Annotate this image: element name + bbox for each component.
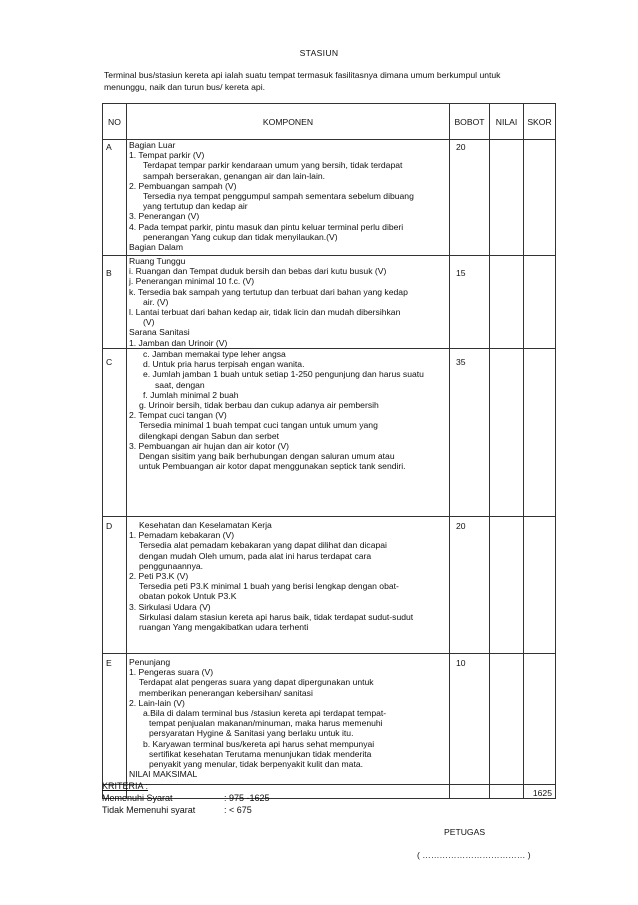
komponen-line: sertifikat kesehatan Terutama menunjukan tidak menderita	[149, 748, 372, 759]
tidak-memenuhi-value: : < 675	[224, 805, 252, 815]
komponen-line: sampah berserakan, genangan air dan lain-lain.	[143, 170, 326, 181]
row-no: D	[103, 517, 127, 654]
row-nilai	[490, 256, 524, 349]
row-skor	[524, 654, 556, 785]
table-row	[103, 256, 556, 349]
row-skor	[524, 517, 556, 654]
total-blank-nilai	[490, 785, 524, 799]
komponen-line: Kesehatan dan Keselamatan Kerja	[139, 520, 272, 530]
komponen-line: Ruang Tunggu	[129, 256, 186, 266]
tidak-memenuhi-label: Tidak Memenuhi syarat	[102, 805, 196, 815]
komponen-line: a.Bila di dalam terminal bus /stasiun kereta api terdapat tempat-	[143, 708, 387, 719]
memenuhi-value: : 975 -1625	[224, 793, 270, 803]
kriteria-row-tidak	[102, 804, 270, 816]
row-no: E	[103, 654, 127, 785]
komponen-line: b. Karyawan terminal bus/kereta api harus sehat mempunyai	[143, 738, 375, 749]
total-skor: 1625	[524, 785, 556, 799]
komponen-line: Bagian Dalam	[129, 242, 183, 253]
komponen-line: Tersedia peti P3.K minimal 1 buah yang berisi lengkap dengan obat-	[139, 581, 399, 592]
komponen-line: persyaratan Hygine & Sanitasi yang berlaku untuk itu.	[149, 728, 354, 739]
table-header-row	[103, 104, 556, 140]
row-komponen	[127, 654, 450, 785]
komponen-line: Terdapat tempar parkir kendaraan umum yang bersih, tidak terdapat	[143, 160, 403, 171]
komponen-line: tempat penjualan makanan/minuman, maka harus memenuhi	[149, 718, 383, 729]
row-no: C	[103, 349, 127, 517]
komponen-line: dengan mudah Oleh umum, pada alat ini harus terdapat cara	[139, 550, 372, 561]
header-nilai: NILAI	[490, 104, 524, 140]
komponen-line: dilengkapi dengan Sabun dan serbet	[139, 430, 280, 441]
komponen-line: (V)	[143, 317, 155, 328]
komponen-line: 3. Penerangan (V)	[129, 211, 200, 222]
komponen-line: 2. Pembuangan sampah (V)	[129, 180, 237, 191]
assessment-table	[102, 103, 556, 799]
komponen-line: 3. Sirkulasi Udara (V)	[129, 601, 211, 612]
header-skor: SKOR	[524, 104, 556, 140]
row-komponen	[127, 140, 450, 256]
komponen-line: obatan pokok Untuk P3.K	[139, 591, 237, 602]
total-blank-bobot	[450, 785, 490, 799]
row-no: A	[103, 140, 127, 256]
komponen-line: penerangan Yang cukup dan tidak menyilaukan.(V)	[143, 231, 338, 242]
table-row	[103, 654, 556, 785]
komponen-line: penggunaannya.	[139, 560, 204, 571]
komponen-line: 1. Pengeras suara (V)	[129, 667, 214, 678]
komponen-line: Penunjang	[129, 657, 171, 667]
komponen-line: 2. Tempat cuci tangan (V)	[129, 410, 227, 421]
komponen-line: Terdapat alat pengeras suara yang dapat dipergunakan untuk	[139, 677, 374, 688]
komponen-line: f. Jumlah minimal 2 buah	[143, 389, 239, 400]
komponen-line: saat, dengan	[155, 379, 205, 390]
row-komponen	[127, 517, 450, 654]
row-nilai	[490, 654, 524, 785]
document-title: STASIUN	[299, 48, 339, 58]
komponen-line: yang tertutup dan kedap air	[143, 201, 248, 212]
row-skor	[524, 256, 556, 349]
row-no: B	[103, 256, 127, 349]
row-bobot: 10	[450, 654, 490, 785]
row-bobot: 15	[450, 256, 490, 349]
table-row	[103, 517, 556, 654]
komponen-line: memberikan penerangan kebersihan/ sanitasi	[139, 687, 313, 698]
header-komponen: KOMPONEN	[127, 104, 450, 140]
kriteria-section	[102, 780, 270, 816]
komponen-line: Bagian Luar	[129, 140, 176, 150]
komponen-line: k. Tersedia bak sampah yang tertutup dan terbuat dari bahan yang kedap	[129, 286, 408, 297]
komponen-line: ruangan Yang mengakibatkan udara terhenti	[139, 622, 309, 633]
komponen-line: Tersedia alat pemadam kebakaran yang dapat dilihat dan dicapai	[139, 540, 387, 551]
signature-line: ( ……………………………… )	[417, 850, 531, 860]
komponen-line: Sirkulasi dalam stasiun kereta api harus baik, tidak terdapat sudut-sudut	[139, 611, 414, 622]
komponen-line: Dengan sisitim yang baik berhubungan dengan saluran umum atau	[139, 451, 395, 462]
komponen-line: 4. Pada tempat parkir, pintu masuk dan pintu keluar terminal perlu diberi	[129, 221, 404, 232]
row-nilai	[490, 517, 524, 654]
row-bobot: 20	[450, 517, 490, 654]
komponen-line: j. Penerangan minimal 10 f.c. (V)	[129, 276, 255, 287]
komponen-line: Tersedia minimal 1 buah tempat cuci tangan untuk umum yang	[139, 420, 378, 431]
komponen-line: 1. Pemadam kebakaran (V)	[129, 530, 235, 541]
komponen-line: air. (V)	[143, 296, 169, 307]
row-bobot: 35	[450, 349, 490, 517]
memenuhi-label: Memenuhi Syarat	[102, 793, 173, 803]
kriteria-row-memenuhi	[102, 792, 270, 804]
komponen-line: Sarana Sanitasi	[129, 327, 190, 338]
komponen-line: NILAI MAKSIMAL	[129, 769, 198, 780]
komponen-line: 2. Lain-lain (V)	[129, 697, 185, 708]
header-no: NO	[103, 104, 127, 140]
row-bobot: 20	[450, 140, 490, 256]
row-komponen	[127, 349, 450, 517]
row-skor	[524, 140, 556, 256]
komponen-line: g. Urinoir bersih, tidak berbau dan cukup adanya air pembersih	[139, 400, 379, 411]
table-row	[103, 349, 556, 517]
komponen-line: d. Untuk pria harus terpisah engan wanita.	[143, 359, 305, 370]
komponen-line: l. Lantai terbuat dari bahan kedap air, tidak licin dan mudah dibersihkan	[129, 307, 401, 318]
komponen-line: Tersedia nya tempat penggumpul sampah sementara sebelum dibuang	[143, 191, 414, 202]
header-bobot: BOBOT	[450, 104, 490, 140]
komponen-line: c. Jamban memakai type leher angsa	[143, 349, 286, 359]
kriteria-heading: KRITERIA :	[102, 781, 149, 791]
petugas-label: PETUGAS	[444, 827, 486, 837]
komponen-line: untuk Pembuangan air kotor dapat menggunakan septick tank sendiri.	[139, 461, 406, 472]
intro-paragraph: Terminal bus/stasiun kereta api ialah suatu tempat termasuk fasilitasnya dimana umum berkumpul untuk menunggu, naik dan turun bus/ kereta api.	[104, 70, 501, 92]
komponen-line: e. Jumlah jamban 1 buah untuk setiap 1-250 pengunjung dan harus suatu	[143, 369, 424, 380]
komponen-line: 1. Jamban dan Urinoir (V)	[129, 337, 228, 348]
row-nilai	[490, 349, 524, 517]
row-komponen	[127, 256, 450, 349]
komponen-line: 1. Tempat parkir (V)	[129, 150, 205, 161]
komponen-line: penyakit yang menular, tidak berpenyakit kulit dan mata.	[149, 759, 364, 770]
komponen-line: 2. Peti P3.K (V)	[129, 571, 189, 582]
komponen-line: i. Ruangan dan Tempat duduk bersih dan bebas dari kutu busuk (V)	[129, 266, 387, 277]
row-nilai	[490, 140, 524, 256]
table-row	[103, 140, 556, 256]
komponen-line: 3. Pembuangan air hujan dan air kotor (V)	[129, 440, 290, 451]
row-skor	[524, 349, 556, 517]
